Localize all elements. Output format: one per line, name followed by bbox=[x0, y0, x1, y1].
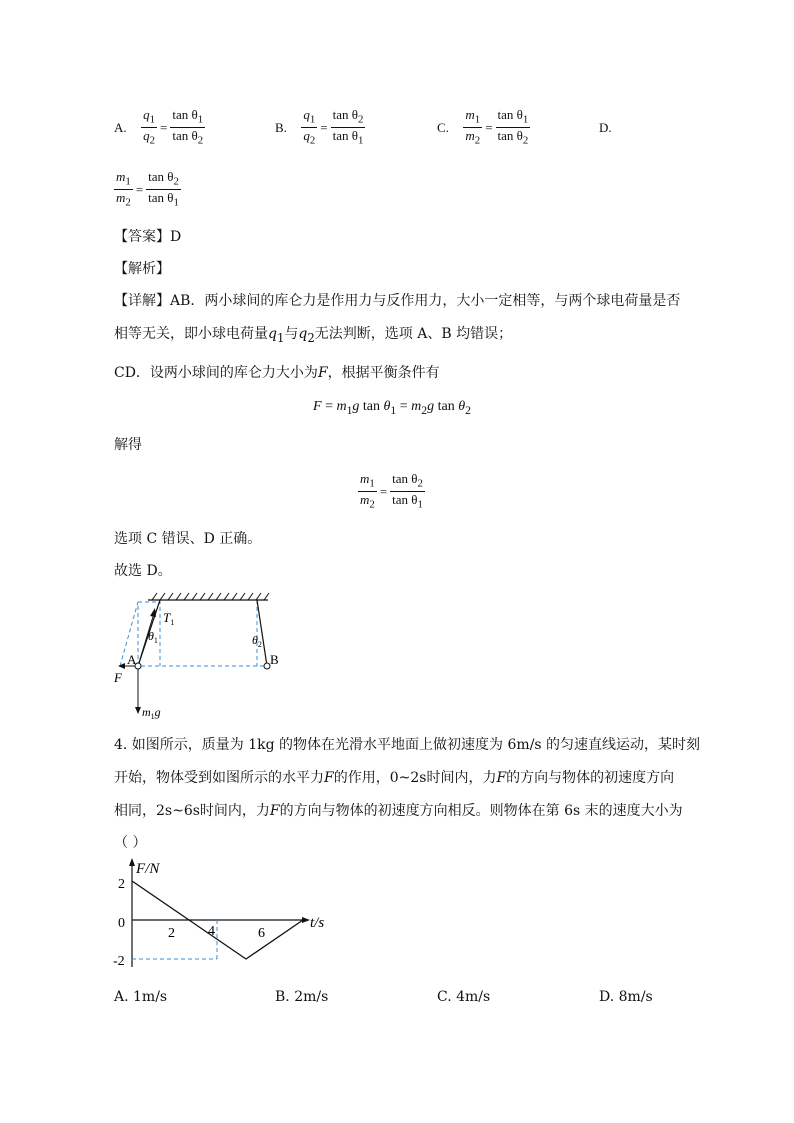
x-axis-label: t/s bbox=[310, 915, 325, 931]
fraction-lhs: $\frac{q_1}{q_2}$ bbox=[143, 107, 156, 147]
option-label: A. bbox=[114, 119, 127, 135]
answer-tag: 【答案】 bbox=[114, 229, 170, 245]
dashed-guides bbox=[120, 600, 268, 666]
weight-label: $m_1g$ bbox=[142, 705, 161, 721]
option-c: C. $\frac{m_1}{m_2}$ = $\frac{\tan \theta_1}{\tan \theta_2}$ bbox=[437, 107, 529, 147]
label-a: A bbox=[127, 652, 137, 667]
label-b: B bbox=[270, 652, 279, 667]
final-answer: 故选 D。 bbox=[114, 563, 172, 579]
force-time-graph bbox=[110, 855, 340, 975]
y-tick: 2 bbox=[118, 877, 125, 892]
option-label: D. bbox=[599, 120, 612, 135]
fraction-rhs: $\frac{\tan \theta_1}{\tan \theta_2}$ bbox=[172, 107, 204, 147]
ceiling bbox=[148, 593, 269, 600]
equation: $F = m_1g$ $\tan \theta_1 = m_2g$ $\tan \theta_2$ bbox=[313, 399, 471, 417]
detail-line-1: 【详解】AB．两小球间的库仑力是作用力与反作用力，大小一定相等，与两个球电荷量是否 bbox=[114, 293, 681, 309]
result-formula: $\frac{m_1}{m_2}$ = $\frac{\tan \theta_2}{\tan \theta_1}$ bbox=[360, 471, 423, 511]
fraction-lhs: $\frac{m_1}{m_2}$ bbox=[465, 107, 481, 147]
fraction-rhs: $\frac{\tan \theta_1}{\tan \theta_2}$ bbox=[497, 107, 529, 147]
y-tick: 0 bbox=[118, 916, 125, 931]
pendulum-figure bbox=[110, 590, 300, 725]
option-d bbox=[599, 120, 622, 136]
string-b bbox=[257, 600, 267, 666]
q4-option-c: C. 4m/s bbox=[437, 989, 491, 1005]
option-label: B. bbox=[275, 119, 287, 135]
q4-line-1: 4. 如图所示，质量为 1kg 的物体在光滑水平地面上做初速度为 6m/s 的匀速直线运动，某时刻 bbox=[114, 737, 701, 753]
y-tick: -2 bbox=[113, 954, 125, 969]
solve-label: 解得 bbox=[114, 437, 142, 453]
q4-blank: （ ） bbox=[114, 835, 147, 851]
answer-line bbox=[114, 230, 181, 244]
option-label: C. bbox=[437, 119, 449, 135]
theta2-label: $\theta_2$ bbox=[252, 633, 262, 649]
fraction-rhs: $\frac{\tan \theta_2}{\tan \theta_1}$ bbox=[332, 107, 364, 147]
fraction-lhs: $\frac{m_1}{m_2}$ bbox=[116, 169, 131, 209]
detail-tag: 【详解】 bbox=[114, 293, 170, 309]
label-f: F bbox=[114, 670, 122, 685]
t1-label: $T_1$ bbox=[163, 610, 175, 627]
q4-line-3: 相同，2s~6s时间内，力F的方向与物体的初速度方向相反。则物体在第 6s 末的速度大小为 bbox=[114, 803, 683, 819]
x-tick: 6 bbox=[258, 926, 265, 941]
analysis-tag: 【解析】 bbox=[114, 261, 170, 277]
fraction-rhs: $\frac{\tan \theta_2}{\tan \theta_1}$ bbox=[148, 169, 179, 209]
y-axis-label: F/N bbox=[136, 861, 160, 877]
fraction-lhs: $\frac{q_1}{q_2}$ bbox=[303, 107, 316, 147]
q4-line-2: 开始，物体受到如图所示的水平力F的作用，0~2s时间内，力F的方向与物体的初速度方向 bbox=[114, 770, 675, 786]
option-a: A. $\frac{q_1}{q_2}$ = $\frac{\tan \theta_1}{\tan \theta_2}$ bbox=[114, 107, 204, 147]
option-b: B. $\frac{q_1}{q_2}$ = $\frac{\tan \theta_2}{\tan \theta_1}$ bbox=[275, 107, 364, 147]
q4-option-d: D. 8m/s bbox=[599, 989, 653, 1005]
answer-value: D bbox=[170, 229, 182, 245]
x-tick: 4 bbox=[208, 924, 215, 939]
detail-line-3: CD．设两小球间的库仑力大小为F，根据平衡条件有 bbox=[114, 365, 440, 381]
detail-line-2: 相等无关，即小球电荷量$q_1$与$q_2$无法判断，选项 A、B 均错误； bbox=[114, 326, 513, 345]
q4-option-a: A. 1m/s bbox=[114, 989, 168, 1005]
q4-option-b: B. 2m/s bbox=[275, 989, 329, 1005]
x-tick: 2 bbox=[168, 926, 175, 941]
option-d-formula: $\frac{m_1}{m_2}$ = $\frac{\tan \theta_2}{\tan \theta_1}$ bbox=[116, 169, 179, 209]
theta1-label: $\theta_1$ bbox=[148, 629, 158, 645]
conclusion: 选项 C 错误、D 正确。 bbox=[114, 531, 262, 547]
